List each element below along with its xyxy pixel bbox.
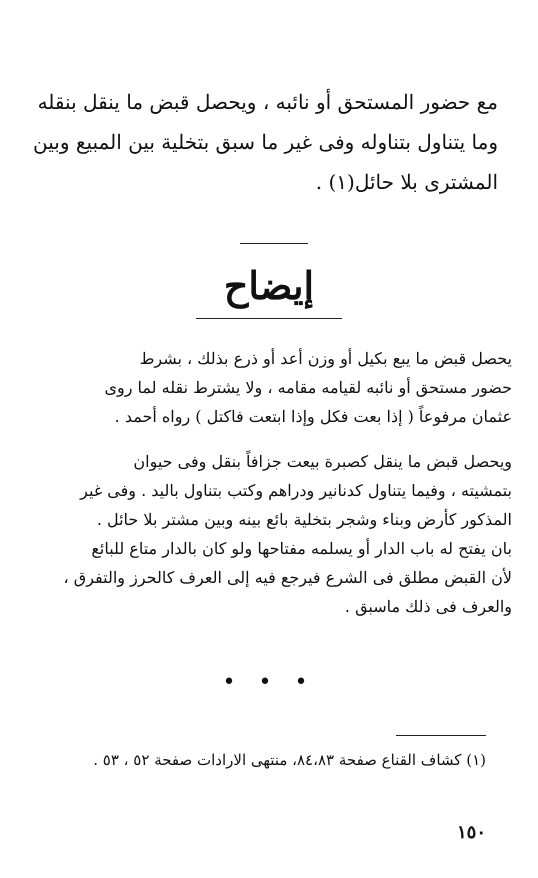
explanation-line: عثمان مرفوعاً ( إذا بعت فكل وإذا ابتعت فاكتل ) رواه أحمد . [114, 407, 512, 426]
explanation-line: لأن القبض مطلق فى الشرع فيرجع فيه إلى العرف كالحرز والتفرق ، [63, 568, 512, 587]
explanation-line: بتمشيته ، وفيما يتناول كدنانير ودراهم وكتب بتناول باليد . وفى غير [80, 481, 512, 500]
explanation-line: بان يفتح له باب الدار أو يسلمه مفتاحها ولو كان بالدار متاع للبائع [91, 539, 512, 558]
page-number: ١٥٠ [456, 822, 486, 843]
section-title: إيضاح [223, 263, 315, 308]
footnote-divider [396, 735, 486, 736]
title-underline [196, 318, 342, 319]
main-text-line: مع حضور المستحق أو نائبه ، ويحصل قبض ما ينقل بنقله [37, 90, 498, 114]
explanation-line: حضور مستحق أو نائبه لقيامه مقامه ، ولا يشترط نقله لما روى [104, 378, 512, 397]
explanation-line: ويحصل قبض ما ينقل كصبرة بيعت جزافاً بنقل وفى حيوان [133, 452, 512, 471]
explanation-line: والعرف فى ذلك ماسبق . [344, 597, 512, 616]
section-divider [240, 243, 308, 244]
paragraph-gap [26, 431, 512, 447]
main-text-line: وما يتناول بتناوله وفى غير ما سبق بتخلية بين المبيع وبين [33, 130, 498, 154]
explanation-line: المذكور كأرض وبناء وشجر بتخلية بائع بينه وبين مشتر بلا حائل . [96, 510, 512, 529]
main-text-block [33, 82, 498, 202]
explanation-line: يحصل قبض ما يبع بكيل أو وزن أعد أو ذرع بذلك ، بشرط [139, 349, 512, 368]
main-text-line: المشترى بلا حائل(١) . [315, 170, 498, 194]
separator-dots: • • • [222, 670, 316, 695]
footnote: (١) كشاف القناع صفحة ٨٤،٨٣، منتهى الارادات صفحة ٥٢ ، ٥٣ . [93, 751, 486, 769]
explanation-block [26, 344, 512, 621]
